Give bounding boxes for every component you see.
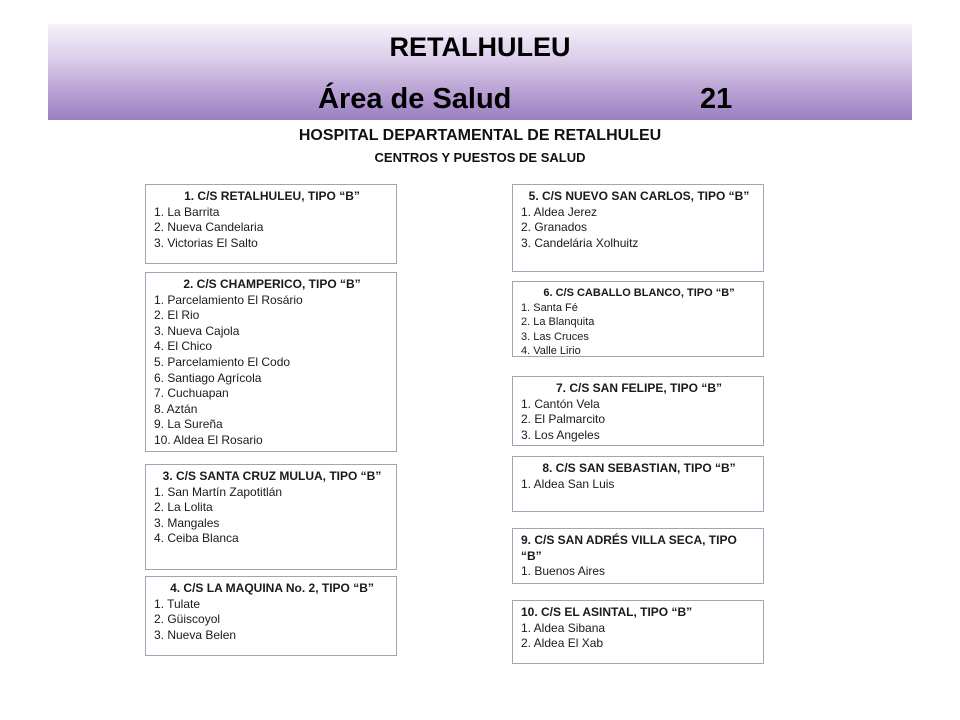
list-item: 2. Granados [521,220,588,234]
list-item: 7. Cuchuapan [154,386,229,401]
banner-title: RETALHULEU [389,32,571,62]
center-title: 5. C/S NUEVO SAN CARLOS, TIPO “B” [528,189,750,203]
center-title: 3. C/S SANTA CRUZ MULUA, TIPO “B” [162,469,382,483]
list-item: 3. Candelária Xolhuitz [521,235,639,250]
header-banner [48,24,912,120]
center-box-10 [512,600,764,664]
list-item: 1. Aldea Sibana [521,620,606,635]
center-box-6 [512,281,764,357]
list-item: 1. Aldea Jerez [521,204,598,219]
list-item: 2. El Palmarcito [521,412,606,426]
list-item: 10. Aldea El Rosario [154,432,263,447]
list-item: 5. Parcelamiento El Codo [154,354,291,369]
center-title: 8. C/S SAN SEBASTIAN, TIPO “B” [542,461,736,475]
center-title: 10. C/S EL ASINTAL, TIPO “B” [521,605,693,619]
center-title: 2. C/S CHAMPERICO, TIPO “B” [183,277,361,291]
list-item: 2. El Rio [154,308,200,323]
center-box-3 [145,464,397,570]
list-item: 3. Mangales [154,515,220,530]
list-item: 8. Aztán [154,401,198,416]
list-item: 3. Victorias El Salto [154,235,258,250]
list-item: 1. Cantón Vela [521,396,600,411]
list-item: 3. Nueva Belen [154,627,237,642]
list-item: 3. Las Cruces [521,330,589,343]
list-item: 2. La Blanquita [521,316,595,328]
center-title: 6. C/S CABALLO BLANCO, TIPO “B” [543,287,735,299]
list-item: 1. La Barrita [154,204,220,219]
list-item: 1. Parcelamiento El Rosário [154,292,303,307]
centers-subtitle: CENTROS Y PUESTOS DE SALUD [374,150,586,165]
list-item: 4. Valle Lirio [521,345,581,357]
center-title: 7. C/S SAN FELIPE, TIPO “B” [555,381,723,395]
list-item: 4. Ceiba Blanca [154,531,239,545]
list-item: 6. Santiago Agrícola [154,370,262,385]
list-item: 9. La Sureña [154,417,223,432]
center-box-4 [145,576,397,656]
list-item: 2. Güiscoyol [154,612,221,626]
list-item: 3. Nueva Cajola [154,323,240,338]
center-box-8 [512,456,764,512]
center-box-7 [512,376,764,446]
center-box-9 [512,528,764,584]
center-title: 4. C/S LA MAQUINA No. 2, TIPO “B” [170,581,374,595]
center-box-5 [512,184,764,272]
list-item: 1. Aldea San Luis [521,476,615,491]
list-item: 2. La Lolita [154,500,213,514]
list-item: 3. Los Angeles [521,427,600,442]
list-item: 1. Santa Fé [521,301,578,314]
center-box-2 [145,272,397,452]
center-title: 9. C/S SAN ADRÉS VILLA SECA, TIPO “B” [521,533,737,563]
center-title: 1. C/S RETALHULEU, TIPO “B” [184,189,360,203]
banner-subtitle: Área de Salud [318,83,512,115]
list-item: 1. Buenos Aires [521,564,606,578]
list-item: 1. San Martín Zapotitlán [154,484,283,499]
list-item: 2. Aldea El Xab [521,636,604,650]
list-item: 4. El Chico [154,339,213,354]
hospital-title: HOSPITAL DEPARTAMENTAL DE RETALHULEU [298,127,662,144]
banner-number: 21 [700,83,733,115]
list-item: 1. Tulate [154,596,201,611]
list-item: 2. Nueva Candelaria [154,220,264,234]
center-box-1 [145,184,397,264]
